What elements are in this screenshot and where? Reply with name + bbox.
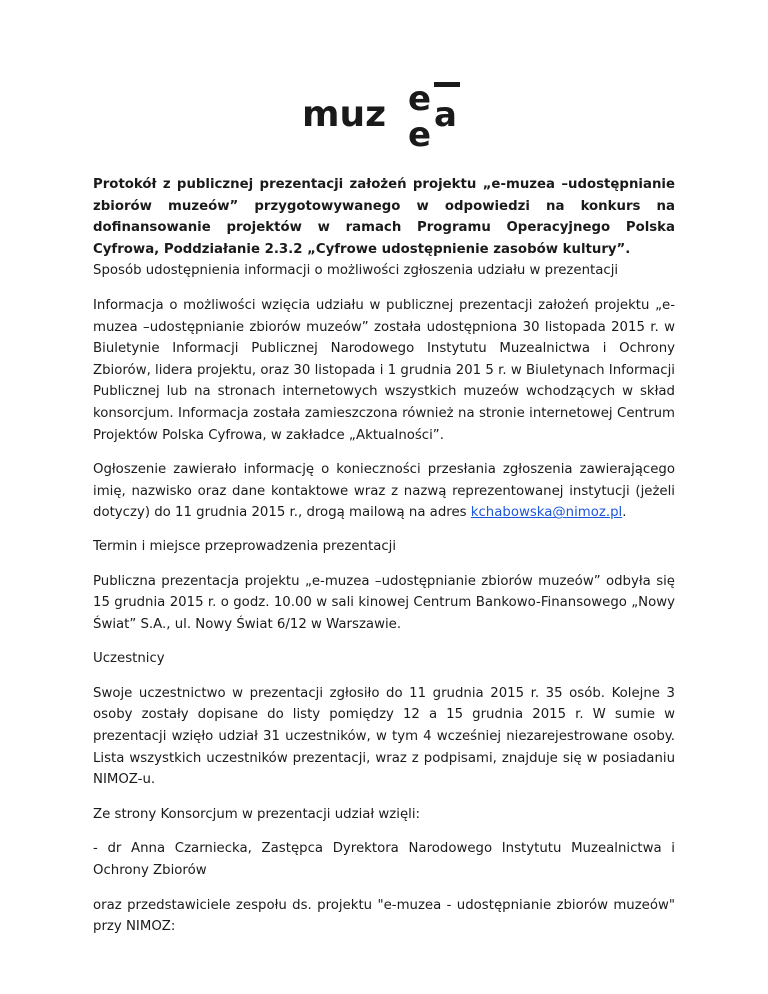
section-heading-participants: Uczestnicy xyxy=(93,651,165,667)
muzea-logo-mark xyxy=(302,80,472,150)
logo-text-e-bottom: e xyxy=(408,115,432,150)
email-link[interactable]: kchabowska@nimoz.pl xyxy=(470,505,623,521)
section-heading-information: Sposób udostępnienia informacji o możliwości zgłoszenia udziału w prezentacji xyxy=(93,263,619,279)
logo-text-a: a xyxy=(434,95,457,135)
document-intro: Protokół z publicznej prezentacji założeń projektu „e-muzea –udostępnianie zbiorów muzeów” przygotowywanego w odpowiedzi na konkurs na dofinansowanie projektów w ramach Programu Operacyjnego Polska Cyfrowa, Poddziałanie 2.3.2 „Cyfrowe udostępnienie zasobów kultury”. xyxy=(93,177,675,257)
document-body xyxy=(93,174,675,938)
paragraph-information: Informacja o możliwości wzięcia udziału w publicznej prezentacji założeń projektu „e-muzea –udostępnianie zbiorów muzeów” została udostępniona 30 listopada 2015 r. w Biuletynie Informacji Publicznej Narodowego Instytutu Muzealnictwa i Ochrony Zbiorów, lidera projektu, oraz 30 listopada i 1 grudnia 201 5 r. w Biuletynach Informacji Publicznej lub na stronach internetowych wszystkich muzeów wchodzących w skład konsorcjum. Informacja została zamieszczona również na stronie internetowej Centrum Projektów Polska Cyfrowa, w zakładce „Aktualności”. xyxy=(93,297,675,443)
muzea-logo xyxy=(302,80,472,150)
announcement-text: Ogłoszenie zawierało informację o konieczności przesłania zgłoszenia zawierającego imię, nazwisko oraz dane kontaktowe wraz z nazwą reprezentowanej instytucji (jeżeli dotyczy) do 11 grudnia 2015 r., drogą mailową na adres xyxy=(93,462,675,521)
logo-text-e-top: e xyxy=(408,80,432,119)
paragraph-team: oraz przedstawiciele zespołu ds. projektu "e-muzea - udostępnianie zbiorów muzeów" przy NIMOZ: xyxy=(93,897,675,935)
section-heading-date-place: Termin i miejsce przeprowadzenia prezentacji xyxy=(93,538,397,554)
logo-dash xyxy=(434,82,460,87)
announcement-end: . xyxy=(622,505,627,521)
paragraph-deputy-director: - dr Anna Czarniecka, Zastępca Dyrektora Narodowego Instytutu Muzealnictwa i Ochrony Zbiorów xyxy=(93,841,675,879)
logo-text-muz: muz xyxy=(302,94,387,135)
paragraph-announcement xyxy=(93,459,675,524)
paragraph-consortium: Ze strony Konsorcjum w prezentacji udział wzięli: xyxy=(93,806,421,822)
paragraph-participants: Swoje uczestnictwo w prezentacji zgłosiło do 11 grudnia 2015 r. 35 osób. Kolejne 3 osoby zostały dopisane do listy pomiędzy 12 a 15 grudnia 2015 r. W sumie w prezentacji wzięło udział 31 uczestników, w tym 4 wcześniej niezarejestrowane osoby. Lista wszystkich uczestników prezentacji, wraz z podpisami, znajduje się w posiadaniu NIMOZ-u. xyxy=(93,685,675,788)
paragraph-date-place: Publiczna prezentacja projektu „e-muzea –udostępnianie zbiorów muzeów” odbyła się 15 grudnia 2015 r. o godz. 10.00 w sali kinowej Centrum Bankowo-Finansowego „Nowy Świat” S.A., ul. Nowy Świat 6/12 w Warszawie. xyxy=(93,573,675,632)
